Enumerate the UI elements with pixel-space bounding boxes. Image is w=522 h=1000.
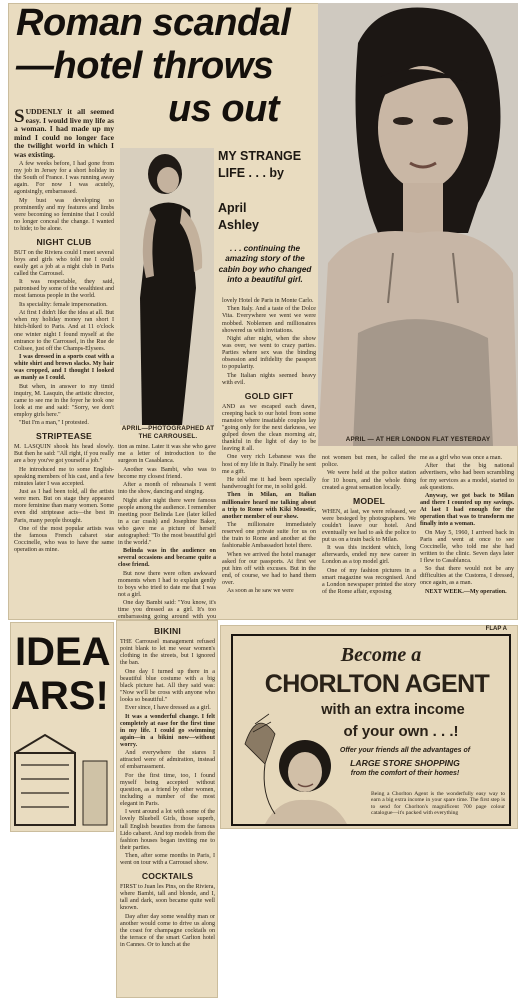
paragraph: At first I didn't like the idea at all. But when my holiday money ran short I hitch-hiked to Paris. And at 11 o'clock one winter night I found myself at the entrance to the Carrousel, in the Rue de Colisee, just off the Champs-Elysees. (14, 310, 114, 352)
paragraph: And everywhere the stares I attracted were of admiration, instead of embarrassment. (120, 750, 215, 771)
paragraph: AND as we escaped each dawn, creeping back to our hotel from some mansion where insatiable couples lay "going only for the next darkness, we gulped down the clean morning air, thankful in the light of day to be leaving it all. (222, 403, 316, 453)
paragraph: So that there would not be any difficulties at the Customs, I dressed, once again, as a man. (420, 566, 514, 587)
subheading-gold-gift: GOLD GIFT (244, 390, 294, 401)
paragraph: Night after night there were famous people among the audience. I remember meeting poor Belinda Lee (later killed in a car crash) and Josephine Baker, who gave me a picture of herself autographed: "To the most beautiful girl in the world." (118, 497, 216, 546)
paragraph: The Italian nights seemed heavy with evil. (222, 372, 316, 386)
paragraph: We were held at the police station for 10 hours, and the whole thing created a great sensation locally. (322, 470, 416, 491)
byline-author-last: Ashley (218, 218, 259, 232)
paragraph: WHEN, at last, we were released, we were besieged by photographers. We couldn't leave our hotel. And eventually we had to ask the police to put us on a train back to Milan. (322, 508, 416, 543)
paragraph: BUT on the Riviera could I meet several boys and girls who told me I could easily get a job at a night club in Paris called the Carrousel. (14, 249, 114, 277)
ad-woman-illustration (235, 704, 355, 824)
paragraph: When we arrived the hotel manager asked for our passports. At first we put him off with excuses. But in the end, of course, we had to hand them over. (222, 551, 316, 586)
paragraph: My bust was developing so prominently and my features and limbs were becoming so feminine that I could no longer conceal the change. I wanted to hide; to be alone. (14, 197, 114, 232)
paragraph: Just as I had been told, all the artists were men. But on stage they appeared more feminine than many women. Some even did striptease acts—the best in Paris, many people thought. (14, 489, 114, 524)
intro-paragraph: SUDDENLY it all seemed easy. I would live my life as a woman. I had made up my mind I could no longer face the twilight world in which I was existing. (14, 106, 114, 159)
ad-fragment-illustration (11, 731, 115, 831)
ad-line-large-store: LARGE STORE SHOPPING (350, 758, 460, 768)
standfirst: . . . continuing the amazing story of the cabin boy who changed into a beautiful girl. (218, 244, 312, 285)
byline-author-first: April (218, 201, 247, 215)
paragraph: Then in Milan, an Italian millionaire heard me talking about a trip to Rome with Kiki Moustic, another member of our show. (222, 492, 316, 520)
portrait-photo-right (318, 3, 518, 446)
ad-line-chorlton-agent: CHORLTON AGENT (264, 670, 490, 698)
headline-line-1: Roman scandal (16, 2, 291, 44)
paragraph: THE Carrousel management refused point blank to let me wear women's clothing in the streets, but I ignored the ban. (120, 639, 215, 667)
article-column-5 (420, 455, 514, 618)
next-week-note: NEXT WEEK.—My operation. (425, 588, 507, 595)
right-photo-caption: APRIL — AT HER LONDON FLAT YESTERDAY (345, 436, 491, 443)
paragraph: Night after night, when the show was over, we went to crazy parties. Parties where sex was the binding obsession and infidelity the passport to popularity. (222, 336, 316, 371)
paragraph: As soon as he saw we were (227, 588, 294, 595)
paragraph: One of my fashion pictures in a smart magazine was recognised. And a London newspaper printed the story of the Rome affair, exposing (322, 567, 416, 595)
paragraph: Its speciality: female impersonation. (19, 301, 108, 308)
paragraph: FIRST to Juan les Pins, on the Riviera, where Bambi, tall and blonde, and I, tall and dark, soon became quite well known. (120, 884, 215, 912)
ad-fragment-line-1: IDEA (15, 630, 111, 674)
subheading-model: MODEL (352, 495, 386, 506)
paragraph: He told me it had been specially handwrought for me, in solid gold. (222, 476, 316, 491)
carrousel-photo-illustration (120, 148, 214, 425)
paragraph: I went around a lot with some of the lovely Bluebell Girls, those superb, tall English beauties from the famous Lido cabaret. And top models from the fashion houses began inviting me to their parties. (120, 809, 215, 851)
paragraph: A few weeks before, I had gone from my job in Jersey for a short holiday in the South of France. I was running away again. For now I was acutely, agonisingly, embarrassed. (14, 160, 114, 196)
paragraph: me as a girl who was once a man. (420, 455, 503, 461)
ad-fragment-line-2: ARS! (11, 674, 109, 718)
byline-series: MY STRANGE LIFE . . . by (218, 149, 302, 180)
paragraph: Then, after some months in Paris, I went on tour with a Carrousel show. (120, 853, 215, 867)
paragraph: "But I'm a man," I protested. (19, 420, 89, 427)
article-column-3 (222, 298, 316, 618)
subheading-cocktails: COCKTAILS (141, 871, 194, 882)
paragraph: He introduced me to some English-speaking members of his cast, and a few minutes later I was accepted. (14, 466, 114, 487)
paragraph: One day I turned up there in a beautiful blue costume with a big black picture hat. All they said was: "Now we'll be cross with anyone who looks so beautiful." (120, 668, 215, 703)
paragraph: M. LASQUIN shook his head slowly. But then he said: "All right, if you really are a boy you've got yourself a job." (14, 444, 114, 465)
paragraph: One day Bambi said: "You know, it's time you dressed as a girl. It's too embarrassing going around with you (118, 600, 216, 621)
subheading-striptease: STRIPTEASE (36, 431, 92, 442)
article-column-2 (118, 444, 216, 621)
paragraph: But when, in answer to my timid inquiry, M. Lasquin, the artistic director, came to see me in the foyer he took one look at me and said: "Sorry, we don't employ girls here." (14, 383, 114, 418)
ad-line-extra-income: with an extra income (321, 702, 465, 718)
paragraph: not women but men, he called the police. (322, 455, 416, 469)
ad-body-text: Being a Chorlton Agent is the wonderfully easy way to earn a big extra income in your spare time. The first step is to send for Chorlton's magnificent 700 page colour catalogue—it's packed with everything (371, 791, 505, 817)
ad-line-become: Become a (340, 644, 422, 666)
paragraph: Another was Bambi, who was to become my closest friend. (118, 466, 216, 480)
paragraph: Day after day some wealthy man or another would come to drive us along the coast for champagne cocktails on the terrace of the smart Carlton hotel in Cannes. Or to lunch at the (120, 913, 215, 948)
ad-line-comfort: from the comfort of their homes! (350, 770, 460, 777)
subheading-bikini: BIKINI (154, 626, 181, 636)
article-column-4 (322, 455, 416, 618)
subheading-night-club: NIGHT CLUB (36, 236, 92, 247)
article-column-1 (14, 108, 114, 618)
portrait-illustration (318, 3, 518, 446)
paragraph: tion as mine. Later it was she who gave me a letter of introduction to the surgeon in Casablanca. (118, 444, 216, 465)
drop-cap: S (14, 106, 25, 127)
ad-flag: FLAP A (485, 626, 507, 632)
paragraph: Then Italy. And a taste of the Dolce Vita. Everywhere we went we were mobbed. Noblemen and millionaires showered us with invitations. (222, 306, 316, 334)
paragraph: It was respectable, they said, patronised by some of the wealthiest and most famous people in the world. (14, 279, 114, 300)
paragraph: After that the big national advertisers, who had been scrambling for my services as a model, started to ask questions. (420, 463, 514, 491)
paragraph: Ever since, I have dressed as a girl. (125, 705, 211, 712)
photo-carrousel (120, 148, 214, 425)
paragraph: But now there were often awkward moments when I had to explain gently to boys who tried to date me that I was not a girl. (118, 570, 216, 598)
paragraph: lovely Hotel de Paris in Monte Carlo. (222, 298, 314, 304)
paragraph: It was this incident which, long afterwards, ended my new career in London as a top model girl. (322, 545, 416, 566)
paragraph: One of the most popular artists was the famous French cabaret star Coccinelle, who was to have the same operation as mine. (14, 525, 114, 554)
paragraph: The millionaire immediately reserved one private suite for us on the train to Rome and another at the fashionable Ambassadori hotel there. (222, 522, 316, 550)
headline-line-2: —hotel throws (16, 45, 274, 87)
paragraph: On May 5, 1960, I arrived back in Paris and went at once to see Coccinelle, who told me she had written to the clinic. Seven days later I flew to Casablanca. (420, 529, 514, 564)
chorlton-ad-clipping (220, 625, 518, 829)
paragraph: For the first time, too, I found myself being accepted without question, as a friend by other women, including a number of the most elegant in Paris. (120, 772, 215, 807)
paragraph: I was dressed in a sports coat with a white shirt and brown slacks. My hair was cropped, and I thought I looked as manly as I could. (14, 354, 114, 382)
paragraph: Anyway, we got back to Milan and there I counted up my savings. At last I had enough for the operation that was to transform me finally into a woman. (420, 493, 514, 528)
paragraph: One very rich Lebanese was the host of my life in Italy. Finally he sent me a gift. (222, 454, 316, 475)
paragraph: It was a wonderful change. I felt completely at ease for the first time in my life. I could go swimming again—in a bikini now—without worry. (120, 713, 215, 748)
ad-line-offer: Offer your friends all the advantages of (339, 747, 471, 754)
headline-line-3: us out (168, 88, 279, 130)
ad-line-of-your-own: of your own . . .! (343, 723, 459, 740)
ad-fragment-clipping (10, 622, 114, 832)
paragraph: After a month of rehearsals I went into the show, dancing and singing. (118, 482, 216, 496)
left-photo-caption: APRIL—PHOTOGRAPHED AT THE CARROUSEL. (121, 425, 215, 440)
paragraph: Belinda was in the audience on several occasions and became quite a close friend. (118, 548, 216, 569)
article-column-2-continued (120, 622, 215, 996)
